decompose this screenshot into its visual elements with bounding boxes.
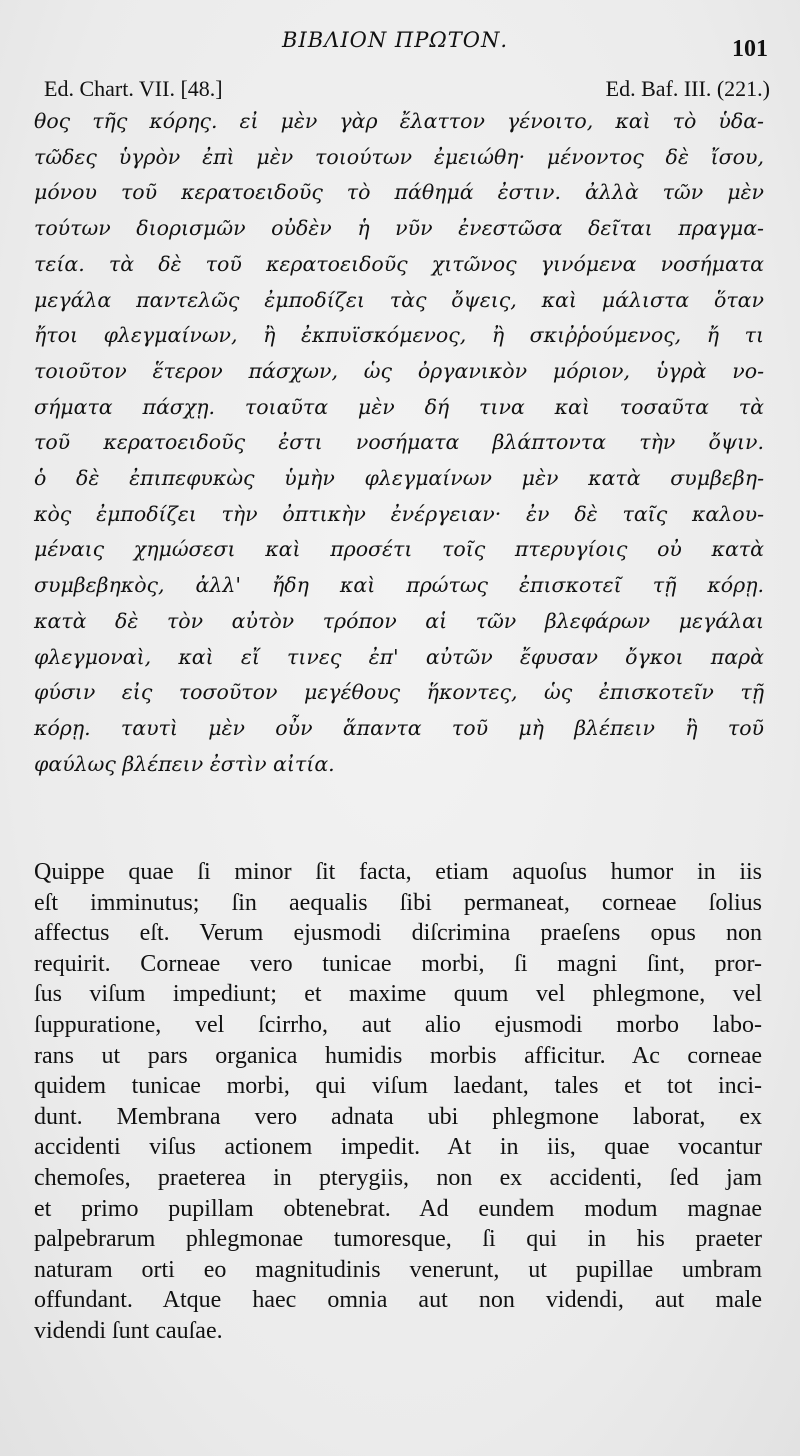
- latin-line: ſuppuratione, vel ſcirrho, aut alio ejusmodi morbo labo-: [34, 1011, 762, 1038]
- greek-line: κὸς ἐμποδίζει τὴν ὀπτικὴν ἐνέργειαν· ἐν δὲ ταῖς καλου-: [34, 501, 764, 526]
- greek-line: τεία. τὰ δὲ τοῦ κερατοειδοῦς χιτῶνος γινόμενα νοσήματα: [34, 251, 764, 276]
- greek-line: φλεγμοναὶ, καὶ εἴ τινες ἐπ' αὐτῶν ἔφυσαν ὄγκοι παρὰ: [34, 644, 764, 669]
- running-head-title: ΒΙΒΛΙΟΝ ΠΡΩΤΟΝ.: [282, 28, 509, 52]
- latin-line: naturam orti eo magnitudinis venerunt, ut pupillae umbram: [34, 1256, 762, 1283]
- greek-line: μόνου τοῦ κερατοειδοῦς τὸ πάθημά ἐστιν. ἀλλὰ τῶν μὲν: [34, 180, 764, 205]
- greek-line: τῶδες ὑγρὸν ἐπὶ μὲν τοιούτων ἐμειώθη· μένοντος δὲ ἴσου,: [34, 144, 764, 169]
- edition-basel-reference: Ed. Baf. III. (221.): [605, 76, 770, 101]
- edition-chart-reference: Ed. Chart. VII. [48.]: [44, 76, 223, 101]
- latin-text-block: [34, 857, 762, 1347]
- greek-line: τοιοῦτον ἕτερον πάσχων, ὡς ὀργανικὸν μόριον, ὑγρὰ νο-: [34, 358, 764, 383]
- latin-line: Quippe quae ſi minor ſit facta, etiam aquoſus humor in iis: [34, 859, 762, 885]
- latin-line: chemoſes, praeterea in pterygiis, non ex accidenti, ſed jam: [34, 1164, 762, 1191]
- greek-line: θος τῆς κόρης. εἰ μὲν γὰρ ἔλαττον γένοιτο, καὶ τὸ ὑδα-: [34, 109, 764, 133]
- greek-line: τούτων διορισμῶν οὐδὲν ἡ νῦν ἐνεστῶσα δεῖται πραγμα-: [34, 216, 764, 241]
- latin-line: ſus viſum impediunt; et maxime quum vel phlegmone, vel: [34, 981, 762, 1008]
- greek-line: ὁ δὲ ἐπιπεφυκὼς ὑμὴν φλεγμαίνων μὲν κατὰ συμβεβη-: [34, 466, 764, 491]
- page-number: 101: [732, 36, 768, 62]
- latin-line: palpebrarum phlegmonae tumoresque, ſi qui in his praeter: [34, 1226, 762, 1253]
- latin-line: videndi ſunt cauſae.: [34, 1317, 223, 1344]
- greek-line: φύσιν εἰς τοσοῦτον μεγέθους ἥκοντες, ὡς ἐπισκοτεῖν τῇ: [34, 680, 764, 705]
- greek-line: συμβεβηκὸς, ἀλλ' ἤδη καὶ πρώτως ἐπισκοτεῖ τῇ κόρῃ.: [34, 573, 764, 598]
- greek-line: μεγάλα παντελῶς ἐμποδίζει τὰς ὄψεις, καὶ μάλιστα ὅταν: [34, 287, 764, 312]
- running-head: [0, 28, 800, 64]
- latin-line: accidenti viſus actionem impedit. At in iis, quae vocantur: [34, 1134, 762, 1161]
- latin-line: offundant. Atque haec omnia aut non videndi, aut male: [34, 1287, 762, 1314]
- greek-line: κόρῃ. ταυτὶ μὲν οὖν ἅπαντα τοῦ μὴ βλέπειν ἢ τοῦ: [34, 715, 764, 740]
- latin-line: rans ut pars organica humidis morbis afficitur. Ac corneae: [34, 1042, 762, 1069]
- latin-line: requirit. Corneae vero tunicae morbi, ſi magni ſint, pror-: [34, 950, 762, 977]
- edition-reference-line: [34, 76, 770, 106]
- latin-line: affectus eſt. Verum ejusmodi diſcrimina praeſens opus non: [34, 920, 762, 947]
- latin-line: eſt imminutus; ſin aequalis ſibi permaneat, corneae ſolius: [34, 889, 762, 916]
- greek-line: φαύλως βλέπειν ἐστὶν αἰτία.: [34, 751, 335, 776]
- latin-line: et primo pupillam obtenebrat. Ad eundem modum magnae: [34, 1195, 762, 1222]
- greek-line: κατὰ δὲ τὸν αὐτὸν τρόπον αἱ τῶν βλεφάρων μεγάλαι: [34, 608, 764, 633]
- latin-line: quidem tunicae morbi, qui viſum laedant, tales et tot inci-: [34, 1073, 762, 1100]
- greek-line: τοῦ κερατοειδοῦς ἐστι νοσήματα βλάπτοντα τὴν ὄψιν.: [34, 430, 764, 455]
- latin-line: dunt. Membrana vero adnata ubi phlegmone laborat, ex: [34, 1103, 762, 1130]
- greek-line: μέναις χημώσεσι καὶ προσέτι τοῖς πτερυγίοις οὐ κατὰ: [34, 537, 764, 562]
- greek-line: ἤτοι φλεγμαίνων, ἢ ἐκπυϊσκόμενος, ἢ σκιῤῥούμενος, ἤ τι: [34, 323, 764, 348]
- greek-line: σήματα πάσχῃ. τοιαῦτα μὲν δή τινα καὶ τοσαῦτα τὰ: [34, 394, 764, 419]
- greek-text-block: [34, 104, 764, 782]
